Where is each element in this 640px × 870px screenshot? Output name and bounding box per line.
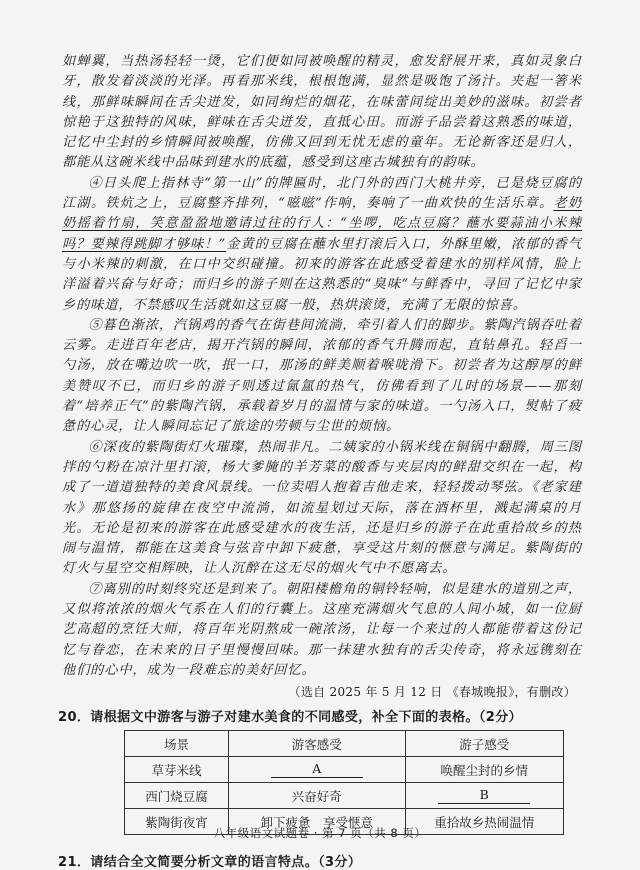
table-cell: 草芽米线	[125, 757, 229, 783]
answer-blank-a[interactable]	[228, 757, 405, 783]
underlined-sentence: 老奶奶摇着竹扇，笑意盈盈地邀请过往的行人：“坐啰，吃点豆腐？蘸水要蒜油小米辣吗？要辣得跳脚才够味！”	[62, 196, 582, 252]
table-header-cell: 场景	[125, 731, 229, 757]
table-cell: 西门烧豆腐	[125, 783, 229, 809]
table-header-row	[125, 731, 564, 757]
paragraph-6: ⑥深夜的紫陶街灯火璀璨，热闹非凡。二姨家的小锅米线在铜锅中翻腾，周三图拌的勺粉在凉汁里打滚，杨大爹腌的羊芳菜的酸香与夹层肉的鲜甜交织在一起，构成了一道道独特的美食风景线。一位卖唱人抱着吉他走来，轻轻拨动琴弦。《老家建水》那悠扬的旋律在夜空中流淌，如流星划过天际，落在酒杯里，溅起满桌的月光。无论是初来的游客在此感受建水的夜生活，还是归乡的游子在此重拾故乡的热闹与温情，都能在这美食与弦音中卸下疲惫，享受这片刻的惬意与满足。紫陶街的灯火与星空交相辉映，让人沉醉在这无尽的烟火气中不愿离去。	[62, 439, 582, 577]
paragraph-4-rest: 金黄的豆腐在蘸水里打滚后入口，外酥里嫩，浓郁的香气与小米辣的刺激，在口中交织碰撞。初来的游客在此感受着建水的别样风情，脸上洋溢着兴奋与好奇；而归乡的游子则在这熟悉的“臭味”与鲜香中，寻回了记忆中家乡的味道，不禁感叹生活就如这豆腐一般，热烘滚烫，充满了无限的惊喜。	[62, 236, 583, 313]
table-header-cell: 游子感受	[405, 731, 563, 757]
source-note: （选自 2025 年 5 月 12 日 《春城晚报》，有删改）	[288, 685, 576, 700]
table-header-cell: 游客感受	[228, 731, 405, 757]
paragraph-7: ⑦离别的时刻终究还是到来了。朝阳楼檐角的铜铃轻响，似是建水的道别之声，又似将浓浓的烟火气系在人们的行囊上。这座充满烟火气息的人间小城，如一位厨艺高超的烹饪大师，将百年光阴熬成一碗浓汤，让每一个来过的人都能带着这份记忆与眷恋，在未来的日子里慢慢回味。那一抹建水独有的舌尖传奇，将永远镌刻在他们的心中，成为一段难忘的美好回忆。	[62, 581, 582, 678]
answer-blank-b[interactable]	[405, 783, 563, 809]
blank-label: A	[271, 761, 363, 778]
table-cell: 卸下疲惫 享受惬意	[228, 809, 405, 835]
paragraph-5: ⑤暮色渐浓，汽锅鸡的香气在街巷间流淌，牵引着人们的脚步。紫陶汽锅吞吐着云雾。走进百年老店，揭开汽锅的瞬间，浓郁的香气升腾而起，直钻鼻孔。轻舀一勺汤，放在嘴边吹一吹，抿一口，那汤的鲜美顺着喉咙滑下。初尝者为这醇厚的鲜美赞叹不已，而归乡的游子则透过氤氲的热气，仿佛看到了儿时的场景——那刻着“培养正气”的紫陶汽锅，承载着岁月的温情与家的味道。一勺汤入口，熨帖了疲惫的心灵，让人瞬间忘记了旅途的劳顿与尘世的烦恼。	[62, 317, 582, 435]
blank-label: B	[438, 787, 530, 804]
table-cell: 唤醒尘封的乡情	[405, 757, 563, 783]
paragraph-4-intro: ④日头爬上指林寺“第一山”的牌匾时，北门外的西门大桃井旁，已是烧豆腐的江湖。铁炕之上，豆腐整齐排列，“嗞嗞”作响，奏响了一曲欢快的生活乐章。	[62, 175, 582, 212]
table-row	[125, 757, 564, 783]
table-cell: 兴奋好奇	[228, 783, 405, 809]
question-20: 20．请根据文中游客与游子对建水美食的不同感受，补全下面的表格。（2分）	[58, 710, 523, 726]
page-footer: 八年级语文试题卷 · 第 7 页（共 8 页）	[213, 826, 427, 840]
paragraph-4	[62, 174, 582, 316]
table-cell: 重拾故乡热闹温情	[405, 809, 563, 835]
table-row	[125, 783, 564, 809]
paragraph-3-continued: 如蝉翼，当热汤轻轻一烫，它们便如同被唤醒的精灵，愈发舒展开来，真如灵象白牙，散发着淡淡的光泽。再看那米线，根根饱满，显然是吸饱了汤汁。夹起一箸米线，那鲜味瞬间在舌尖迸发，如同绚烂的烟花，在味蕾间绽出美妙的滋味。初尝者惊艳于这独特的风味，鲜味在舌尖迸发，直抵心田。而游子品尝着这熟悉的味道，记忆中尘封的乡情瞬间被唤醒，仿佛又回到无忧无虑的童年。无论新客还是归人，都能从这碗米线中品味到建水的底蕴，感受到这座古城独有的韵味。	[62, 54, 582, 171]
answer-table	[124, 730, 564, 835]
table-cell: 紫陶街夜宵	[125, 809, 229, 835]
question-21: 21．请结合全文简要分析文章的语言特点。（3分）	[58, 855, 362, 870]
